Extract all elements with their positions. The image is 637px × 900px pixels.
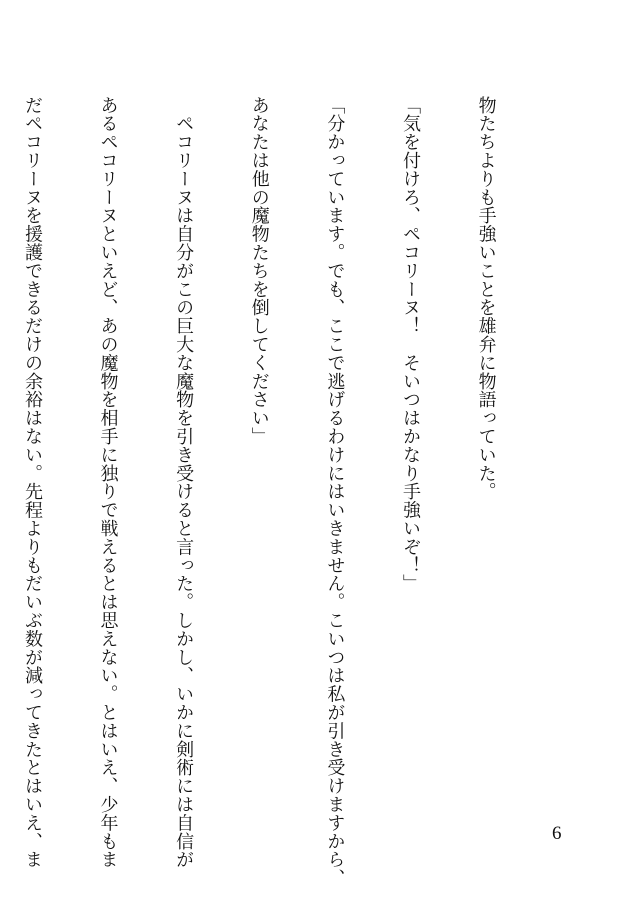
text-line: 物たちよりも手強いことを雄弁に物語っていた。 xyxy=(475,96,497,501)
text-line: ペコリーヌは自分がこの巨大な魔物を引き受けると言った。しかし、いかに剣術には自信が xyxy=(173,96,195,869)
text-line: あるペコリーヌといえど、あの魔物を相手に独りで戦えるとは思えない。とはいえ、少年もま xyxy=(97,96,119,869)
vertical-text-body xyxy=(0,96,549,888)
text-line: 「気を付けろ、ペコリーヌ！ そいつはかなり手強いぞ！」 xyxy=(399,96,421,593)
text-line: だペコリーヌを援護できるだけの余裕はない。先程よりもだいぶ数が減ってきたとはいえ、ま xyxy=(21,96,43,869)
text-line: 「分かっています。でも、ここで逃げるわけにはいきません。こいつは私が引き受けますから、 xyxy=(324,96,346,888)
text-line: あなたは他の魔物たちを倒してください」 xyxy=(248,96,270,446)
page-number: 6 xyxy=(552,823,562,844)
